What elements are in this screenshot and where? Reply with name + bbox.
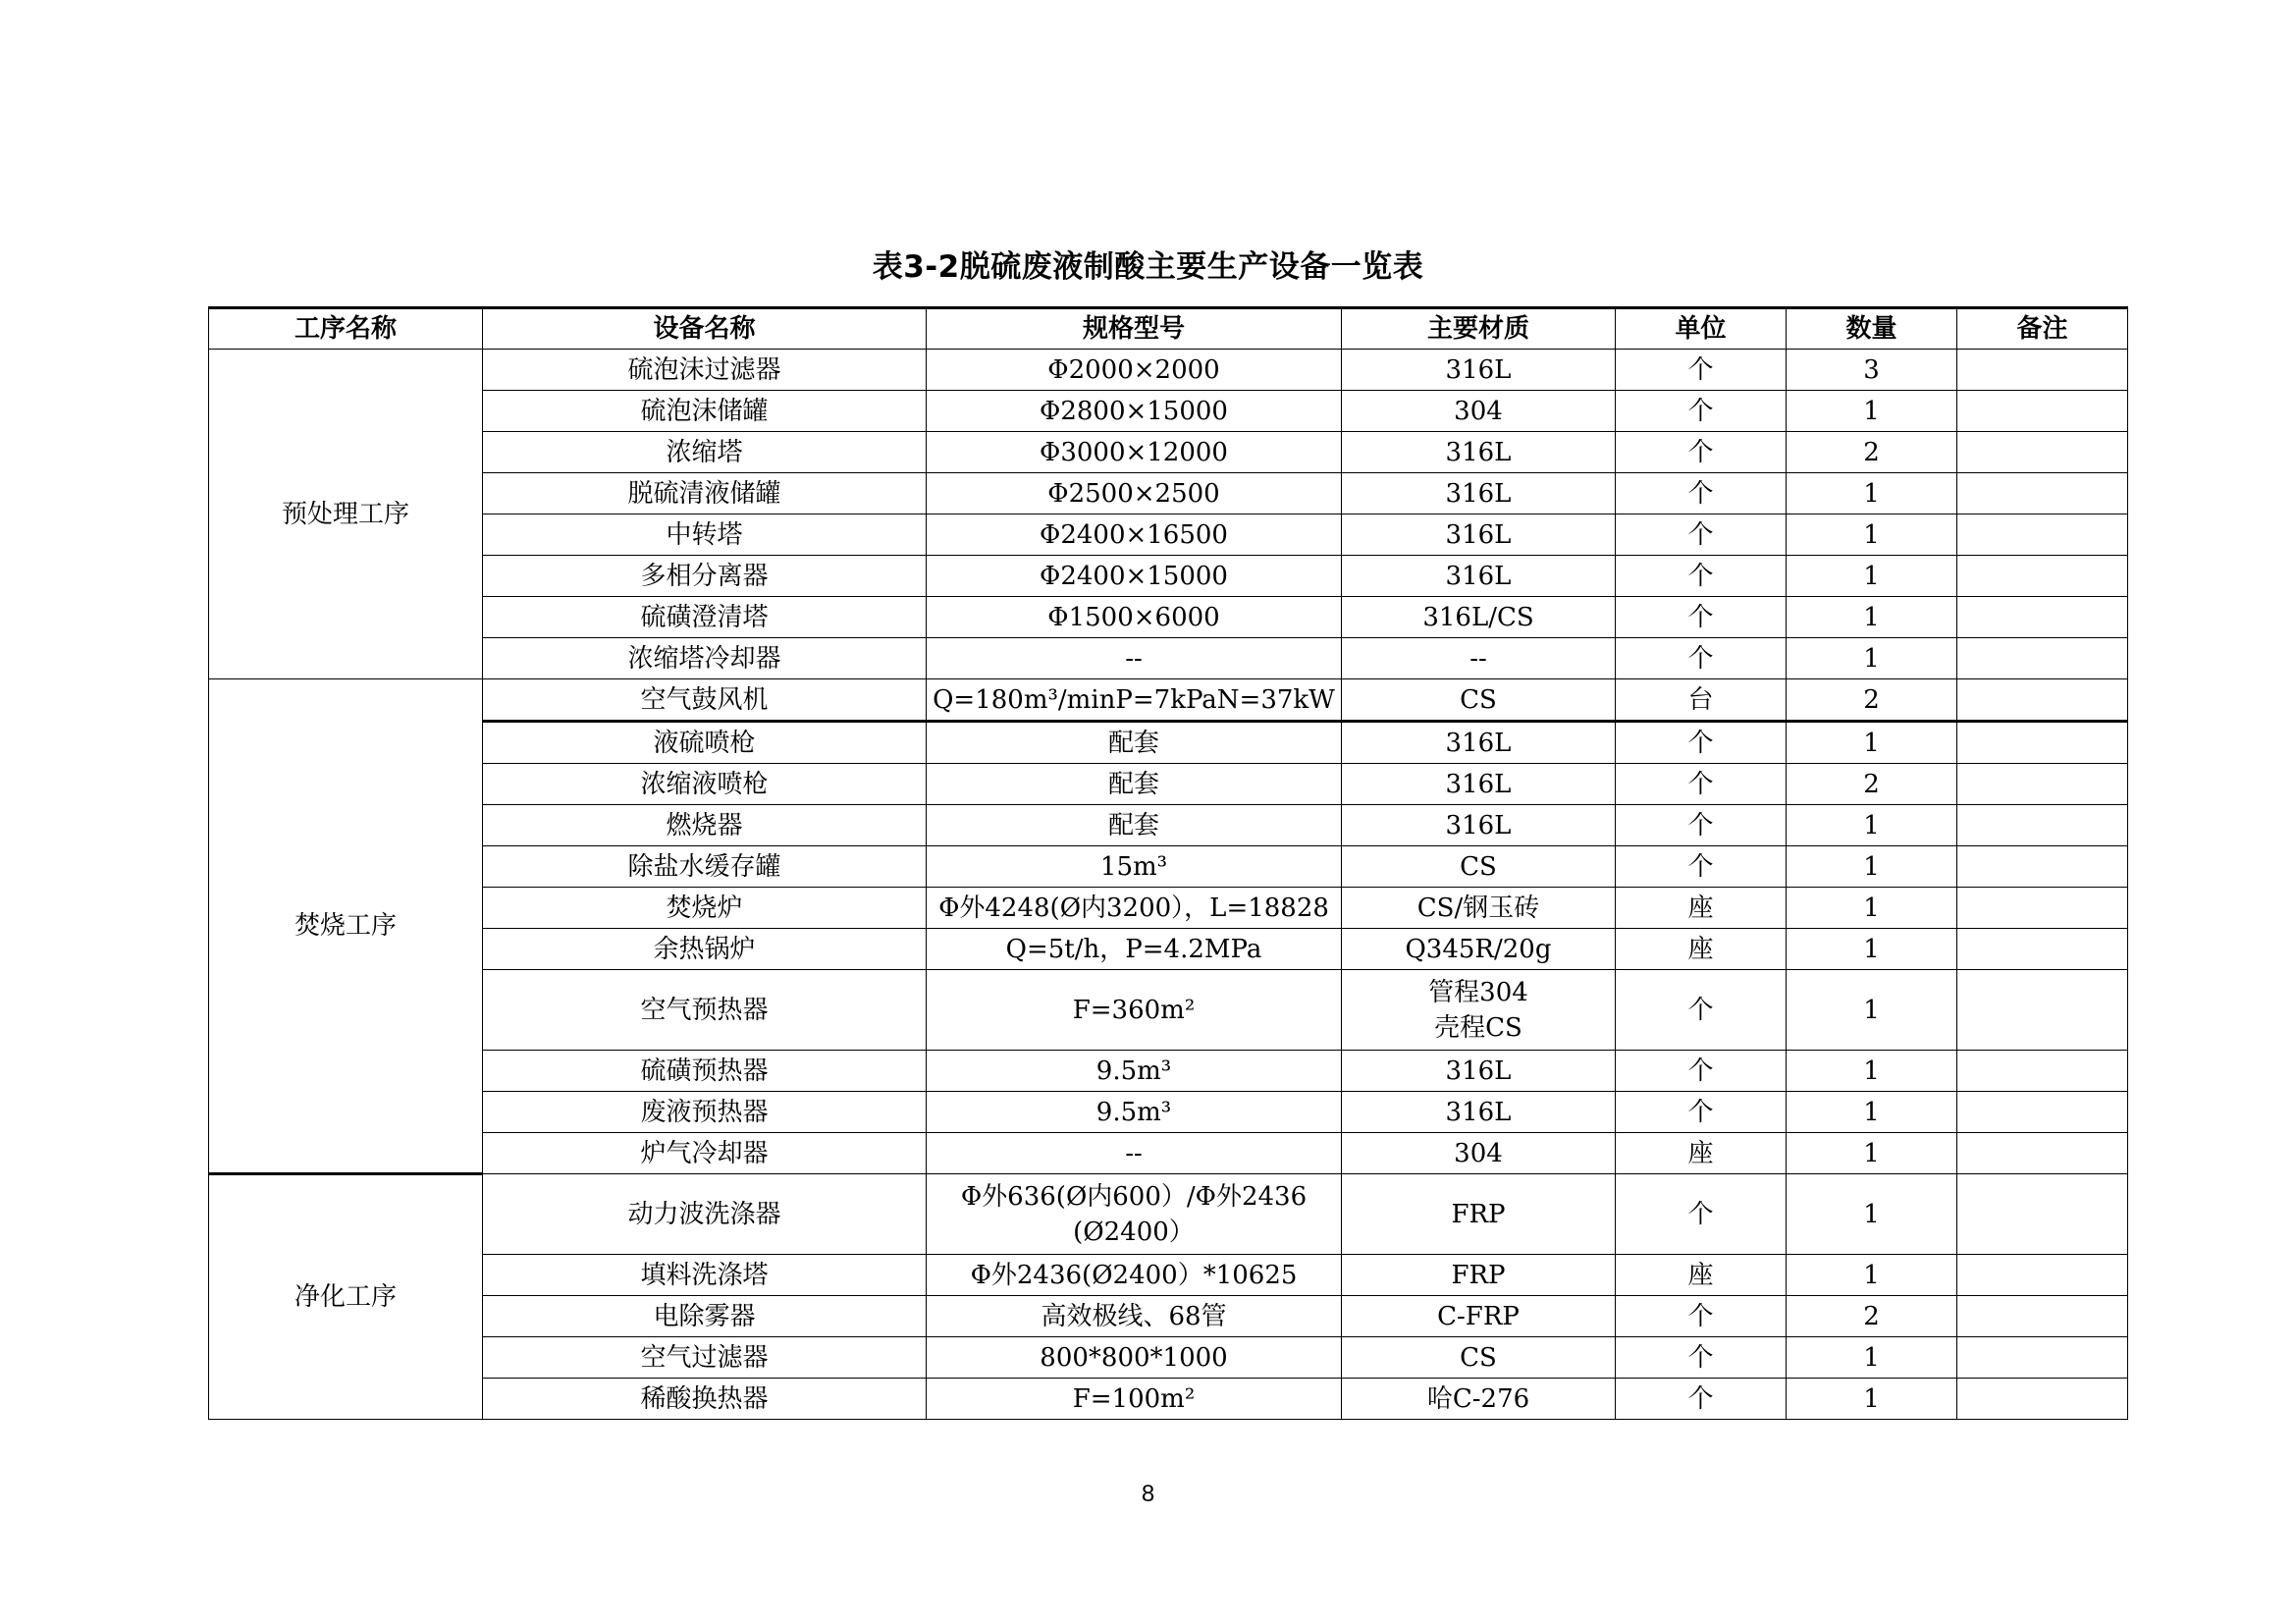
spec-cell: Φ2000×2000 <box>927 350 1342 391</box>
header-equipment-name: 设备名称 <box>483 308 927 350</box>
process-name-cell: 预处理工序 <box>209 350 483 679</box>
note-cell <box>1957 1133 2128 1174</box>
unit-cell: 个 <box>1616 764 1787 805</box>
equipment-name-cell: 硫泡沫过滤器 <box>483 350 927 391</box>
quantity-cell: 1 <box>1787 805 1957 846</box>
equipment-name-cell: 电除雾器 <box>483 1296 927 1337</box>
table-row <box>209 764 2128 805</box>
table-row <box>209 473 2128 514</box>
table-title: 表3-2脱硫废液制酸主要生产设备一览表 <box>872 249 1424 285</box>
table-row <box>209 1379 2128 1420</box>
unit-cell: 座 <box>1616 1133 1787 1174</box>
material-cell: CS <box>1342 1337 1616 1379</box>
quantity-cell: 1 <box>1787 514 1957 556</box>
note-cell <box>1957 350 2128 391</box>
unit-cell: 个 <box>1616 391 1787 432</box>
unit-cell: 座 <box>1616 929 1787 970</box>
unit-cell: 个 <box>1616 432 1787 473</box>
material-cell: 316L <box>1342 473 1616 514</box>
table-row <box>209 970 2128 1051</box>
table-row <box>209 1255 2128 1296</box>
equipment-name-cell: 稀酸换热器 <box>483 1379 927 1420</box>
material-cell: 304 <box>1342 391 1616 432</box>
header-quantity: 数量 <box>1787 308 1957 350</box>
equipment-name-cell: 空气过滤器 <box>483 1337 927 1379</box>
note-cell <box>1957 1255 2128 1296</box>
note-cell <box>1957 391 2128 432</box>
table-row <box>209 846 2128 888</box>
material-cell: CS <box>1342 679 1616 722</box>
table-row <box>209 929 2128 970</box>
quantity-cell: 2 <box>1787 1296 1957 1337</box>
note-cell <box>1957 1092 2128 1133</box>
table-row <box>209 556 2128 597</box>
material-cell: 316L <box>1342 514 1616 556</box>
header-note: 备注 <box>1957 308 2128 350</box>
material-cell-line: 管程304 <box>1428 977 1528 1007</box>
spec-cell <box>927 1174 1342 1255</box>
material-cell <box>1342 970 1616 1051</box>
material-cell: 316L <box>1342 764 1616 805</box>
equipment-name-cell: 炉气冷却器 <box>483 1133 927 1174</box>
spec-cell: Φ外2436(Ø2400）*10625 <box>927 1255 1342 1296</box>
table-row <box>209 805 2128 846</box>
quantity-cell: 1 <box>1787 638 1957 679</box>
table-row <box>209 514 2128 556</box>
quantity-cell: 2 <box>1787 679 1957 722</box>
quantity-cell: 1 <box>1787 1255 1957 1296</box>
unit-cell: 台 <box>1616 679 1787 722</box>
material-cell-line: 壳程CS <box>1434 1012 1522 1043</box>
table-row <box>209 1133 2128 1174</box>
quantity-cell: 2 <box>1787 764 1957 805</box>
process-name-cell: 焚烧工序 <box>209 679 483 1174</box>
unit-cell: 个 <box>1616 514 1787 556</box>
material-cell: 哈C-276 <box>1342 1379 1616 1420</box>
note-cell <box>1957 764 2128 805</box>
material-cell: 316L <box>1342 556 1616 597</box>
note-cell <box>1957 846 2128 888</box>
table-row <box>209 888 2128 929</box>
material-cell: 316L <box>1342 1092 1616 1133</box>
note-cell <box>1957 929 2128 970</box>
quantity-cell: 1 <box>1787 929 1957 970</box>
unit-cell: 个 <box>1616 1296 1787 1337</box>
header-spec: 规格型号 <box>927 308 1342 350</box>
spec-cell: Φ2500×2500 <box>927 473 1342 514</box>
table-row <box>209 597 2128 638</box>
unit-cell: 个 <box>1616 350 1787 391</box>
unit-cell: 个 <box>1616 597 1787 638</box>
spec-cell: -- <box>927 638 1342 679</box>
unit-cell: 个 <box>1616 722 1787 764</box>
process-name-cell: 净化工序 <box>209 1174 483 1420</box>
equipment-name-cell: 焚烧炉 <box>483 888 927 929</box>
table-row <box>209 679 2128 722</box>
table-row <box>209 1296 2128 1337</box>
table-header <box>209 308 2128 350</box>
table-row <box>209 391 2128 432</box>
unit-cell: 个 <box>1616 638 1787 679</box>
spec-cell: -- <box>927 1133 1342 1174</box>
equipment-table <box>208 306 2128 1420</box>
quantity-cell: 1 <box>1787 556 1957 597</box>
quantity-cell: 1 <box>1787 473 1957 514</box>
note-cell <box>1957 514 2128 556</box>
spec-cell: Φ3000×12000 <box>927 432 1342 473</box>
equipment-name-cell: 除盐水缓存罐 <box>483 846 927 888</box>
note-cell <box>1957 556 2128 597</box>
note-cell <box>1957 1337 2128 1379</box>
header-row <box>209 308 2128 350</box>
spec-cell: 9.5m³ <box>927 1051 1342 1092</box>
material-cell: 316L <box>1342 432 1616 473</box>
quantity-cell: 1 <box>1787 1174 1957 1255</box>
table-body <box>209 350 2128 1420</box>
note-cell <box>1957 432 2128 473</box>
spec-cell-line: (Ø2400） <box>1073 1217 1195 1247</box>
note-cell <box>1957 679 2128 722</box>
unit-cell: 座 <box>1616 888 1787 929</box>
note-cell <box>1957 473 2128 514</box>
material-cell: FRP <box>1342 1255 1616 1296</box>
quantity-cell: 1 <box>1787 1092 1957 1133</box>
equipment-name-cell: 浓缩液喷枪 <box>483 764 927 805</box>
note-cell <box>1957 722 2128 764</box>
note-cell <box>1957 638 2128 679</box>
spec-cell: 15m³ <box>927 846 1342 888</box>
spec-cell: 800*800*1000 <box>927 1337 1342 1379</box>
table-row <box>209 638 2128 679</box>
table-row <box>209 1051 2128 1092</box>
page-number: 8 <box>1141 1481 1155 1507</box>
unit-cell: 个 <box>1616 1051 1787 1092</box>
unit-cell: 个 <box>1616 473 1787 514</box>
material-cell: Q345R/20g <box>1342 929 1616 970</box>
equipment-name-cell: 硫磺澄清塔 <box>483 597 927 638</box>
note-cell <box>1957 970 2128 1051</box>
equipment-name-cell: 空气鼓风机 <box>483 679 927 722</box>
spec-cell: Φ1500×6000 <box>927 597 1342 638</box>
spec-cell: 9.5m³ <box>927 1092 1342 1133</box>
quantity-cell: 1 <box>1787 1051 1957 1092</box>
material-cell: 316L <box>1342 805 1616 846</box>
quantity-cell: 1 <box>1787 391 1957 432</box>
spec-cell: Φ2800×15000 <box>927 391 1342 432</box>
quantity-cell: 2 <box>1787 432 1957 473</box>
material-cell: C-FRP <box>1342 1296 1616 1337</box>
table-row <box>209 350 2128 391</box>
spec-cell: Φ2400×16500 <box>927 514 1342 556</box>
unit-cell: 个 <box>1616 1337 1787 1379</box>
note-cell <box>1957 1379 2128 1420</box>
equipment-name-cell: 燃烧器 <box>483 805 927 846</box>
equipment-name-cell: 动力波洗涤器 <box>483 1174 927 1255</box>
quantity-cell: 1 <box>1787 1379 1957 1420</box>
table-row <box>209 1092 2128 1133</box>
material-cell: 316L <box>1342 350 1616 391</box>
spec-cell: 配套 <box>927 805 1342 846</box>
equipment-name-cell: 脱硫清液储罐 <box>483 473 927 514</box>
quantity-cell: 1 <box>1787 722 1957 764</box>
spec-cell: F=100m² <box>927 1379 1342 1420</box>
equipment-name-cell: 硫磺预热器 <box>483 1051 927 1092</box>
note-cell <box>1957 597 2128 638</box>
material-cell: 316L <box>1342 722 1616 764</box>
note-cell <box>1957 1174 2128 1255</box>
unit-cell: 个 <box>1616 805 1787 846</box>
equipment-name-cell: 空气预热器 <box>483 970 927 1051</box>
unit-cell: 个 <box>1616 1174 1787 1255</box>
material-cell: FRP <box>1342 1174 1616 1255</box>
table-row <box>209 1337 2128 1379</box>
quantity-cell: 1 <box>1787 888 1957 929</box>
spec-cell: F=360m² <box>927 970 1342 1051</box>
unit-cell: 个 <box>1616 1379 1787 1420</box>
equipment-name-cell: 废液预热器 <box>483 1092 927 1133</box>
table-row <box>209 722 2128 764</box>
spec-cell: 配套 <box>927 722 1342 764</box>
spec-cell: Φ外4248(Ø内3200），L=18828 <box>927 888 1342 929</box>
spec-cell-line: Φ外636(Ø内600）/Φ外2436 <box>960 1181 1308 1212</box>
quantity-cell: 1 <box>1787 597 1957 638</box>
header-material: 主要材质 <box>1342 308 1616 350</box>
equipment-name-cell: 浓缩塔 <box>483 432 927 473</box>
unit-cell: 个 <box>1616 556 1787 597</box>
material-cell: 316L/CS <box>1342 597 1616 638</box>
equipment-name-cell: 液硫喷枪 <box>483 722 927 764</box>
spec-cell: Φ2400×15000 <box>927 556 1342 597</box>
material-cell: 304 <box>1342 1133 1616 1174</box>
material-cell: -- <box>1342 638 1616 679</box>
material-cell: CS/钢玉砖 <box>1342 888 1616 929</box>
quantity-cell: 1 <box>1787 970 1957 1051</box>
unit-cell: 座 <box>1616 1255 1787 1296</box>
table-row <box>209 1174 2128 1255</box>
quantity-cell: 1 <box>1787 846 1957 888</box>
spec-cell: 配套 <box>927 764 1342 805</box>
equipment-name-cell: 中转塔 <box>483 514 927 556</box>
equipment-name-cell: 浓缩塔冷却器 <box>483 638 927 679</box>
header-unit: 单位 <box>1616 308 1787 350</box>
unit-cell: 个 <box>1616 1092 1787 1133</box>
material-cell: CS <box>1342 846 1616 888</box>
equipment-name-cell: 多相分离器 <box>483 556 927 597</box>
unit-cell: 个 <box>1616 970 1787 1051</box>
quantity-cell: 1 <box>1787 1337 1957 1379</box>
table-row <box>209 432 2128 473</box>
unit-cell: 个 <box>1616 846 1787 888</box>
equipment-name-cell: 填料洗涤塔 <box>483 1255 927 1296</box>
note-cell <box>1957 1051 2128 1092</box>
equipment-name-cell: 余热锅炉 <box>483 929 927 970</box>
header-process: 工序名称 <box>209 308 483 350</box>
quantity-cell: 1 <box>1787 1133 1957 1174</box>
equipment-name-cell: 硫泡沫储罐 <box>483 391 927 432</box>
spec-cell: 高效极线、68管 <box>927 1296 1342 1337</box>
material-cell: 316L <box>1342 1051 1616 1092</box>
spec-cell: Q=5t/h，P=4.2MPa <box>927 929 1342 970</box>
note-cell <box>1957 805 2128 846</box>
spec-cell: Q=180m³/minP=7kPaN=37kW <box>927 679 1342 722</box>
note-cell <box>1957 888 2128 929</box>
quantity-cell: 3 <box>1787 350 1957 391</box>
note-cell <box>1957 1296 2128 1337</box>
